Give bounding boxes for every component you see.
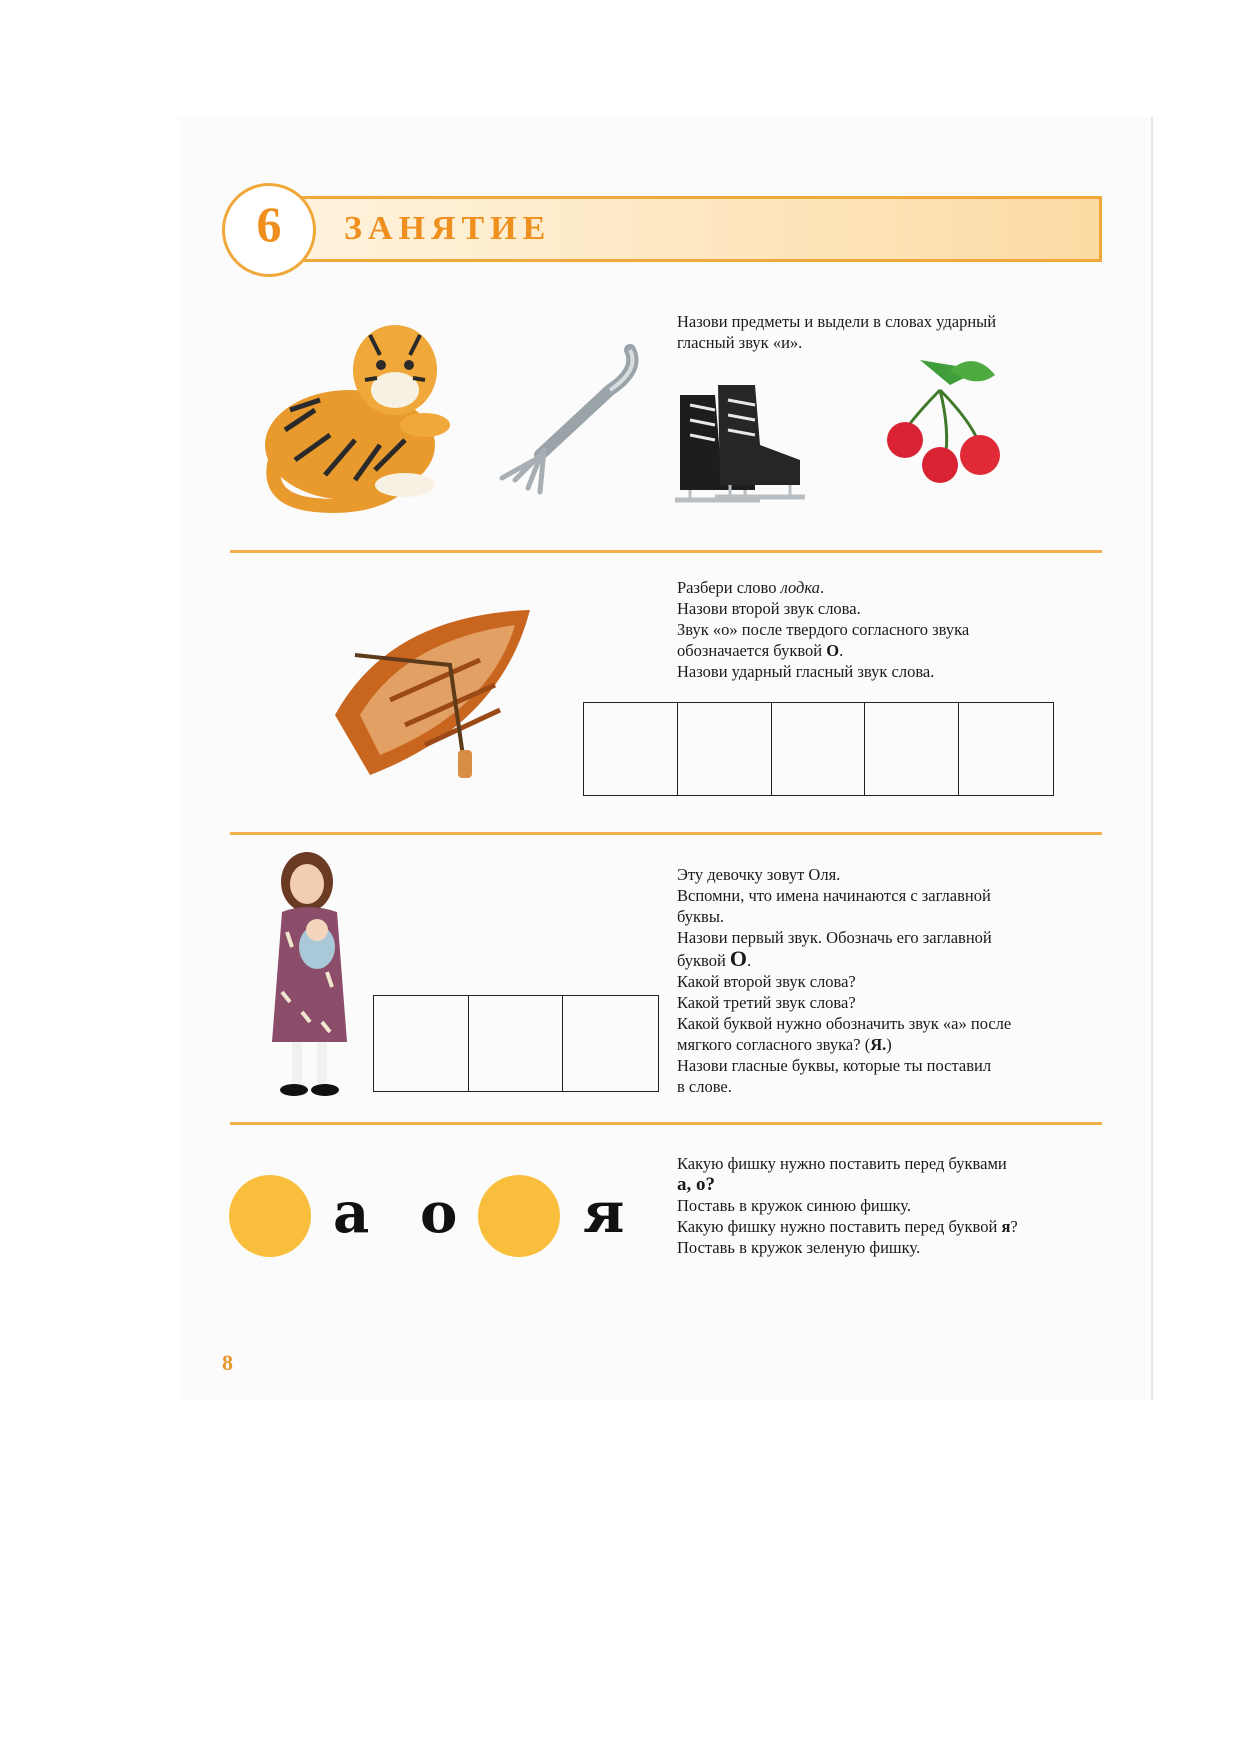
chip-circle[interactable]	[478, 1175, 560, 1257]
section3-line-7: Какой третий звук слова?	[677, 993, 856, 1012]
sound-cell[interactable]	[959, 703, 1053, 795]
page-number: 8	[222, 1350, 233, 1375]
text-segment: Какую фишку нужно поставить перед буквой	[677, 1217, 1002, 1236]
sound-cell[interactable]	[374, 996, 469, 1091]
section2-line-4	[677, 640, 969, 661]
section3-line-1: Эту девочку зовут Оля.	[677, 865, 841, 884]
girl-picture	[262, 852, 362, 1102]
section4-line-1: Какую фишку нужно поставить перед буквами	[677, 1154, 1007, 1173]
text-segment: обозначается буквой	[677, 641, 827, 660]
raspberry-picture	[880, 350, 1000, 495]
section3-line-4: Назови первый звук. Обозначь его заглавной	[677, 928, 992, 947]
lesson-title: ЗАНЯТИЕ	[344, 210, 552, 247]
section2-line-1	[677, 577, 969, 598]
letter-ya: я	[1001, 1217, 1011, 1236]
section4-line-2	[677, 1174, 1018, 1195]
divider	[230, 832, 1102, 835]
letter-o: О	[826, 641, 840, 660]
section3-line-5	[677, 948, 1011, 971]
section3-line-10: Назови гласные буквы, которые ты поставил	[677, 1056, 992, 1075]
divider	[230, 1122, 1102, 1125]
letter-o-capital: О	[729, 946, 748, 971]
text-segment: ?	[1010, 1217, 1018, 1236]
sound-cell[interactable]	[469, 996, 564, 1091]
tiger-picture	[255, 310, 455, 520]
sound-cell[interactable]	[865, 703, 959, 795]
section4-line-4	[677, 1216, 1018, 1237]
section3-line-9	[677, 1034, 1011, 1055]
sound-scheme-lodka[interactable]	[583, 702, 1054, 796]
word-lodka: лодка	[780, 578, 820, 597]
letter-a: а	[333, 1180, 370, 1246]
boat-picture	[330, 605, 540, 780]
chip-circle[interactable]	[229, 1175, 311, 1257]
letter-o: о	[420, 1180, 458, 1246]
section3-line-3: буквы.	[677, 907, 725, 926]
sound-cell[interactable]	[772, 703, 866, 795]
lesson-number: 6	[256, 196, 282, 252]
text-segment: )	[886, 1035, 892, 1054]
section1-instructions	[677, 311, 996, 353]
section2-line-2: Назови второй звук слова.	[677, 599, 861, 618]
section2-line-5: Назови ударный гласный звук слова.	[677, 662, 935, 681]
section3-line-6: Какой второй звук слова?	[677, 972, 856, 991]
text-segment: мягкого согласного звука? (	[677, 1035, 871, 1054]
sound-scheme-olya[interactable]	[373, 995, 659, 1092]
section1-line: Назови предметы и выдели в словах ударный	[677, 312, 997, 331]
letters-a-o: а, о?	[677, 1174, 715, 1195]
section4-line-5: Поставь в кружок зеленую фишку.	[677, 1238, 921, 1257]
section2-line-3: Звук «о» после твердого согласного звука	[677, 620, 970, 639]
section2-instructions	[677, 577, 969, 682]
section4-instructions	[677, 1153, 1018, 1258]
skates-picture	[670, 375, 810, 520]
sound-cell[interactable]	[584, 703, 678, 795]
text-segment: .	[839, 641, 844, 660]
section3-line-8: Какой буквой нужно обозначить звук «а» после	[677, 1014, 1012, 1033]
letter-ya: я	[583, 1180, 625, 1246]
section3-line-11: в слове.	[677, 1077, 732, 1096]
text-segment: .	[819, 578, 825, 597]
section3-instructions	[677, 864, 1011, 1097]
text-segment: .	[747, 951, 752, 970]
sound-cell[interactable]	[563, 996, 658, 1091]
text-segment: буквой	[677, 951, 730, 970]
section1-line: гласный звук «и».	[677, 333, 803, 352]
text-segment: Разбери слово	[677, 578, 781, 597]
fork-picture	[480, 340, 650, 500]
divider	[230, 550, 1102, 553]
sound-cell[interactable]	[678, 703, 772, 795]
letter-ya: Я.	[870, 1035, 887, 1054]
section3-line-2: Вспомни, что имена начинаются с заглавной	[677, 886, 991, 905]
section4-line-3: Поставь в кружок синюю фишку.	[677, 1196, 911, 1215]
